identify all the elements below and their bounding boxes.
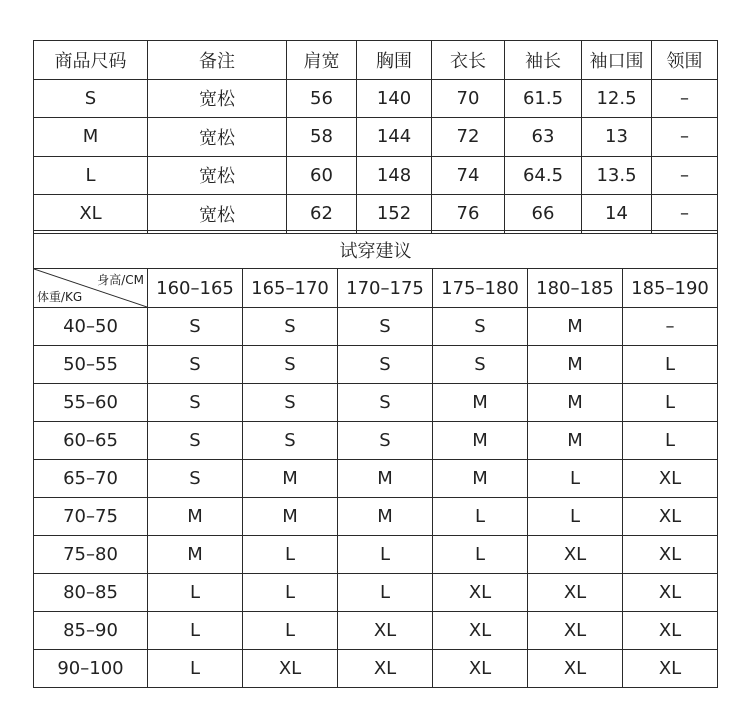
fit-guide-row [34,308,718,346]
recommended-size-cell: S [338,422,433,460]
size-cell: M [34,118,148,157]
weight-range-cell: 70–75 [34,498,148,536]
chest-cell: 148 [357,156,432,195]
height-axis-label: 身高/CM [97,273,144,287]
recommended-size-cell: XL [338,612,433,650]
size-cell: L [34,156,148,195]
size-row [34,118,718,157]
recommended-size-cell: L [148,650,243,688]
shoulder-cell: 60 [287,156,357,195]
header-shoulder: 肩宽 [287,41,357,80]
collar-cell: – [652,118,718,157]
size-row [34,156,718,195]
recommended-size-cell: S [243,308,338,346]
header-size: 商品尺码 [34,41,148,80]
recommended-size-cell: XL [623,460,718,498]
recommended-size-cell: S [243,346,338,384]
height-range-header: 175–180 [433,269,528,308]
recommended-size-cell: M [433,384,528,422]
recommended-size-cell: L [623,422,718,460]
size-chart-header-row [34,41,718,80]
recommended-size-cell: S [148,422,243,460]
note-cell: 宽松 [148,195,287,234]
fit-guide-body [34,308,718,688]
recommended-size-cell: L [433,536,528,574]
recommended-size-cell: M [243,498,338,536]
recommended-size-cell: L [243,574,338,612]
recommended-size-cell: M [148,536,243,574]
fit-guide-row [34,422,718,460]
recommended-size-cell: S [243,384,338,422]
recommended-size-cell: XL [623,612,718,650]
recommended-size-cell: M [243,460,338,498]
recommended-size-cell: XL [528,650,623,688]
recommended-size-cell: S [148,308,243,346]
fit-guide-row [34,650,718,688]
fit-guide-row [34,574,718,612]
chest-cell: 152 [357,195,432,234]
recommended-size-cell: M [433,460,528,498]
length-cell: 70 [432,79,505,118]
size-cell: S [34,79,148,118]
size-row [34,195,718,234]
recommended-size-cell: XL [433,574,528,612]
recommended-size-cell: S [338,346,433,384]
fit-guide-row [34,612,718,650]
recommended-size-cell: S [148,346,243,384]
weight-range-cell: 80–85 [34,574,148,612]
recommended-size-cell: S [148,384,243,422]
recommended-size-cell: M [528,346,623,384]
recommended-size-cell: M [338,498,433,536]
recommended-size-cell: M [148,498,243,536]
recommended-size-cell: L [623,384,718,422]
cuff-cell: 13.5 [582,156,652,195]
header-cuff: 袖口围 [582,41,652,80]
recommended-size-cell: XL [433,612,528,650]
length-cell: 76 [432,195,505,234]
recommended-size-cell: L [433,498,528,536]
weight-range-cell: 90–100 [34,650,148,688]
fit-guide-row [34,498,718,536]
height-range-header: 180–185 [528,269,623,308]
recommended-size-cell: XL [623,574,718,612]
size-row [34,79,718,118]
recommended-size-cell: S [243,422,338,460]
height-range-header: 160–165 [148,269,243,308]
sleeve-cell: 61.5 [505,79,582,118]
fit-guide-row [34,384,718,422]
recommended-size-cell: – [623,308,718,346]
weight-range-cell: 85–90 [34,612,148,650]
recommended-size-cell: XL [623,536,718,574]
recommended-size-cell: XL [623,650,718,688]
weight-range-cell: 50–55 [34,346,148,384]
recommended-size-cell: XL [623,498,718,536]
sleeve-cell: 66 [505,195,582,234]
length-cell: 74 [432,156,505,195]
recommended-size-cell: M [528,308,623,346]
recommended-size-cell: S [433,308,528,346]
collar-cell: – [652,195,718,234]
recommended-size-cell: XL [528,574,623,612]
header-chest: 胸围 [357,41,432,80]
recommended-size-cell: L [528,498,623,536]
fit-guide-title: 试穿建议 [34,231,718,269]
recommended-size-cell: L [243,612,338,650]
fit-guide-row [34,460,718,498]
cuff-cell: 14 [582,195,652,234]
sleeve-cell: 64.5 [505,156,582,195]
recommended-size-cell: S [433,346,528,384]
collar-cell: – [652,79,718,118]
recommended-size-cell: M [528,384,623,422]
sleeve-cell: 63 [505,118,582,157]
axis-corner-cell [34,269,148,308]
weight-range-cell: 55–60 [34,384,148,422]
recommended-size-cell: L [623,346,718,384]
recommended-size-cell: M [433,422,528,460]
recommended-size-cell: L [243,536,338,574]
header-length: 衣长 [432,41,505,80]
note-cell: 宽松 [148,156,287,195]
recommended-size-cell: XL [338,650,433,688]
recommended-size-cell: S [338,384,433,422]
weight-range-cell: 60–65 [34,422,148,460]
note-cell: 宽松 [148,118,287,157]
height-header-row [34,269,718,308]
height-range-header: 170–175 [338,269,433,308]
size-cell: XL [34,195,148,234]
fit-guide-title-row [34,231,718,269]
recommended-size-cell: XL [433,650,528,688]
recommended-size-cell: XL [528,536,623,574]
recommended-size-cell: L [338,574,433,612]
recommended-size-cell: L [148,574,243,612]
note-cell: 宽松 [148,79,287,118]
cuff-cell: 13 [582,118,652,157]
shoulder-cell: 56 [287,79,357,118]
weight-range-cell: 40–50 [34,308,148,346]
fit-guide-row [34,536,718,574]
chest-cell: 144 [357,118,432,157]
height-range-header: 185–190 [623,269,718,308]
recommended-size-cell: L [528,460,623,498]
recommended-size-cell: M [338,460,433,498]
weight-range-cell: 65–70 [34,460,148,498]
shoulder-cell: 58 [287,118,357,157]
fit-guide-row [34,346,718,384]
recommended-size-cell: XL [528,612,623,650]
size-chart-table [33,40,718,234]
shoulder-cell: 62 [287,195,357,234]
recommended-size-cell: M [528,422,623,460]
height-range-header: 165–170 [243,269,338,308]
length-cell: 72 [432,118,505,157]
recommended-size-cell: XL [243,650,338,688]
recommended-size-cell: L [338,536,433,574]
weight-axis-label: 体重/KG [37,290,83,304]
header-note: 备注 [148,41,287,80]
header-collar: 领围 [652,41,718,80]
collar-cell: – [652,156,718,195]
fit-guide-table [33,230,718,688]
chest-cell: 140 [357,79,432,118]
weight-range-cell: 75–80 [34,536,148,574]
header-sleeve: 袖长 [505,41,582,80]
cuff-cell: 12.5 [582,79,652,118]
recommended-size-cell: S [148,460,243,498]
recommended-size-cell: S [338,308,433,346]
recommended-size-cell: L [148,612,243,650]
